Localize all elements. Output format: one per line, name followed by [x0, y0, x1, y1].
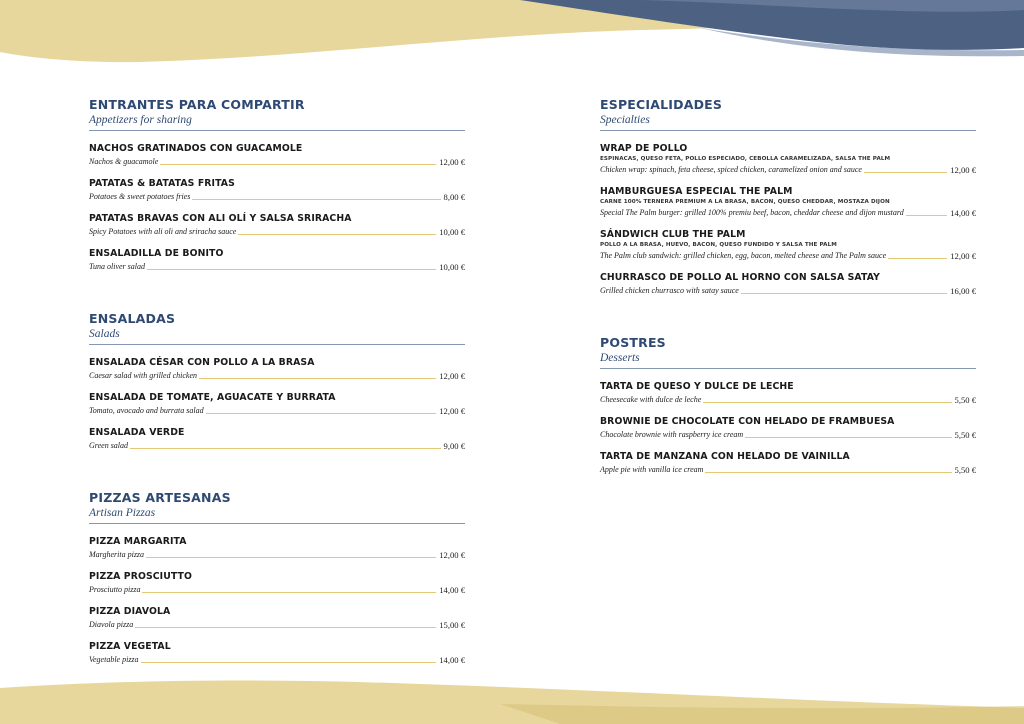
section-subtitle: Artisan Pizzas [89, 506, 465, 524]
section-pizzas [89, 489, 465, 665]
top-wave-decoration [0, 0, 1024, 90]
leader-line [146, 557, 436, 558]
item-price: 12,00 € [439, 550, 465, 560]
item-price: 15,00 € [439, 620, 465, 630]
leader-line [135, 627, 436, 628]
leader-line [142, 592, 436, 593]
menu-item [89, 248, 465, 272]
item-name: PIZZA VEGETAL [89, 641, 171, 652]
item-ingredients: CARNE 100% TERNERA PREMIUM A LA BRASA, BACON, QUESO CHEDDAR, MOSTAZA DIJON [600, 199, 890, 205]
item-name: PIZZA PROSCIUTTO [89, 571, 192, 582]
section-postres [600, 334, 976, 475]
leader-line [906, 215, 947, 216]
leader-line [703, 402, 951, 403]
leader-line [147, 269, 436, 270]
leader-line [206, 413, 437, 414]
menu-item [600, 229, 976, 261]
item-description: Margherita pizza [89, 550, 145, 559]
section-subtitle: Salads [89, 327, 465, 345]
item-name: ENSALADILLA DE BONITO [89, 248, 224, 259]
item-ingredients: POLLO A LA BRASA, HUEVO, BACON, QUESO FUNDIDO Y SALSA THE PALM [600, 242, 837, 248]
item-description: Chocolate brownie with raspberry ice cream [600, 430, 744, 439]
menu-item [600, 416, 976, 440]
item-description: Apple pie with vanilla ice cream [600, 465, 704, 474]
item-price: 5,50 € [954, 395, 976, 405]
menu-item [600, 451, 976, 475]
item-name: PATATAS BRAVAS CON ALI OLÍ Y SALSA SRIRACHA [89, 213, 352, 224]
menu-item [89, 143, 465, 167]
menu-item [600, 186, 976, 218]
item-description: Special The Palm burger: grilled 100% premiu beef, bacon, cheddar cheese and dijon mustard [600, 208, 904, 217]
menu-item [89, 427, 465, 451]
item-description: Potatoes & sweet potatoes fries [89, 192, 191, 201]
item-description: The Palm club sandwich: grilled chicken, egg, bacon, melted cheese and The Palm sauce [600, 251, 887, 260]
item-name: WRAP DE POLLO [600, 143, 688, 154]
section-title: POSTRES [600, 335, 666, 350]
section-title: PIZZAS ARTESANAS [89, 490, 231, 505]
item-name: ENSALADA DE TOMATE, AGUACATE Y BURRATA [89, 392, 336, 403]
item-name: PATATAS & BATATAS FRITAS [89, 178, 235, 189]
item-price: 14,00 € [439, 655, 465, 665]
item-price: 10,00 € [439, 262, 465, 272]
item-description: Vegetable pizza [89, 655, 139, 664]
item-ingredients: ESPINACAS, QUESO FETA, POLLO ESPECIADO, CEBOLLA CARAMELIZADA, SALSA THE PALM [600, 156, 891, 162]
section-entrantes [89, 96, 465, 272]
section-subtitle: Desserts [600, 351, 976, 369]
item-description: Green salad [89, 441, 129, 450]
leader-line [741, 293, 947, 294]
item-price: 14,00 € [439, 585, 465, 595]
item-description: Grilled chicken churrasco with satay sauce [600, 286, 739, 295]
item-name: TARTA DE MANZANA CON HELADO DE VAINILLA [600, 451, 850, 462]
item-name: CHURRASCO DE POLLO AL HORNO CON SALSA SATAY [600, 272, 880, 283]
leader-line [130, 448, 440, 449]
item-name: TARTA DE QUESO Y DULCE DE LECHE [600, 381, 794, 392]
leader-line [192, 199, 440, 200]
item-description: Nachos & guacamole [89, 157, 159, 166]
menu-column-right [600, 96, 976, 513]
item-description: Prosciutto pizza [89, 585, 141, 594]
leader-line [705, 472, 951, 473]
item-name: BROWNIE DE CHOCOLATE CON HELADO DE FRAMBUESA [600, 416, 895, 427]
section-subtitle: Appetizers for sharing [89, 113, 465, 131]
item-price: 14,00 € [950, 208, 976, 218]
section-title: ENTRANTES PARA COMPARTIR [89, 97, 305, 112]
leader-line [199, 378, 436, 379]
item-price: 5,50 € [954, 430, 976, 440]
item-name: SÁNDWICH CLUB THE PALM [600, 229, 746, 240]
item-price: 16,00 € [950, 286, 976, 296]
item-name: NACHOS GRATINADOS CON GUACAMOLE [89, 143, 303, 154]
item-description: Caesar salad with grilled chicken [89, 371, 197, 380]
menu-item [89, 357, 465, 381]
menu-item [600, 381, 976, 405]
item-name: PIZZA DIAVOLA [89, 606, 171, 617]
item-price: 12,00 € [950, 165, 976, 175]
menu-item [89, 571, 465, 595]
menu-column-left [89, 96, 465, 703]
menu-item [600, 143, 976, 175]
menu-item [89, 213, 465, 237]
leader-line [745, 437, 951, 438]
item-price: 5,50 € [954, 465, 976, 475]
item-description: Diavola pizza [89, 620, 134, 629]
menu-item [89, 178, 465, 202]
leader-line [238, 234, 436, 235]
item-price: 12,00 € [439, 157, 465, 167]
item-name: ENSALADA CÉSAR CON POLLO A LA BRASA [89, 357, 315, 368]
item-description: Spicy Potatoes with ali oli and sriracha sauce [89, 227, 237, 236]
item-description: Tuna oliver salad [89, 262, 146, 271]
section-title: ENSALADAS [89, 311, 176, 326]
menu-item [89, 536, 465, 560]
leader-line [160, 164, 436, 165]
item-description: Tomato, avocado and burrata salad [89, 406, 204, 415]
menu-item [600, 272, 976, 296]
leader-line [888, 258, 947, 259]
leader-line [864, 172, 947, 173]
menu-item [89, 392, 465, 416]
item-description: Chicken wrap: spinach, feta cheese, spiced chicken, caramelized onion and sauce [600, 165, 862, 174]
section-especialidades [600, 96, 976, 296]
item-price: 12,00 € [439, 371, 465, 381]
item-name: PIZZA MARGARITA [89, 536, 187, 547]
item-price: 9,00 € [443, 441, 465, 451]
section-ensaladas [89, 310, 465, 451]
item-price: 12,00 € [950, 251, 976, 261]
item-name: ENSALADA VERDE [89, 427, 185, 438]
item-price: 10,00 € [439, 227, 465, 237]
menu-item [89, 641, 465, 665]
item-price: 8,00 € [443, 192, 465, 202]
section-title: ESPECIALIDADES [600, 97, 723, 112]
section-subtitle: Specialties [600, 113, 976, 131]
menu-item [89, 606, 465, 630]
leader-line [141, 662, 437, 663]
item-description: Cheesecake with dulce de leche [600, 395, 702, 404]
item-name: HAMBURGUESA ESPECIAL THE PALM [600, 186, 793, 197]
item-price: 12,00 € [439, 406, 465, 416]
